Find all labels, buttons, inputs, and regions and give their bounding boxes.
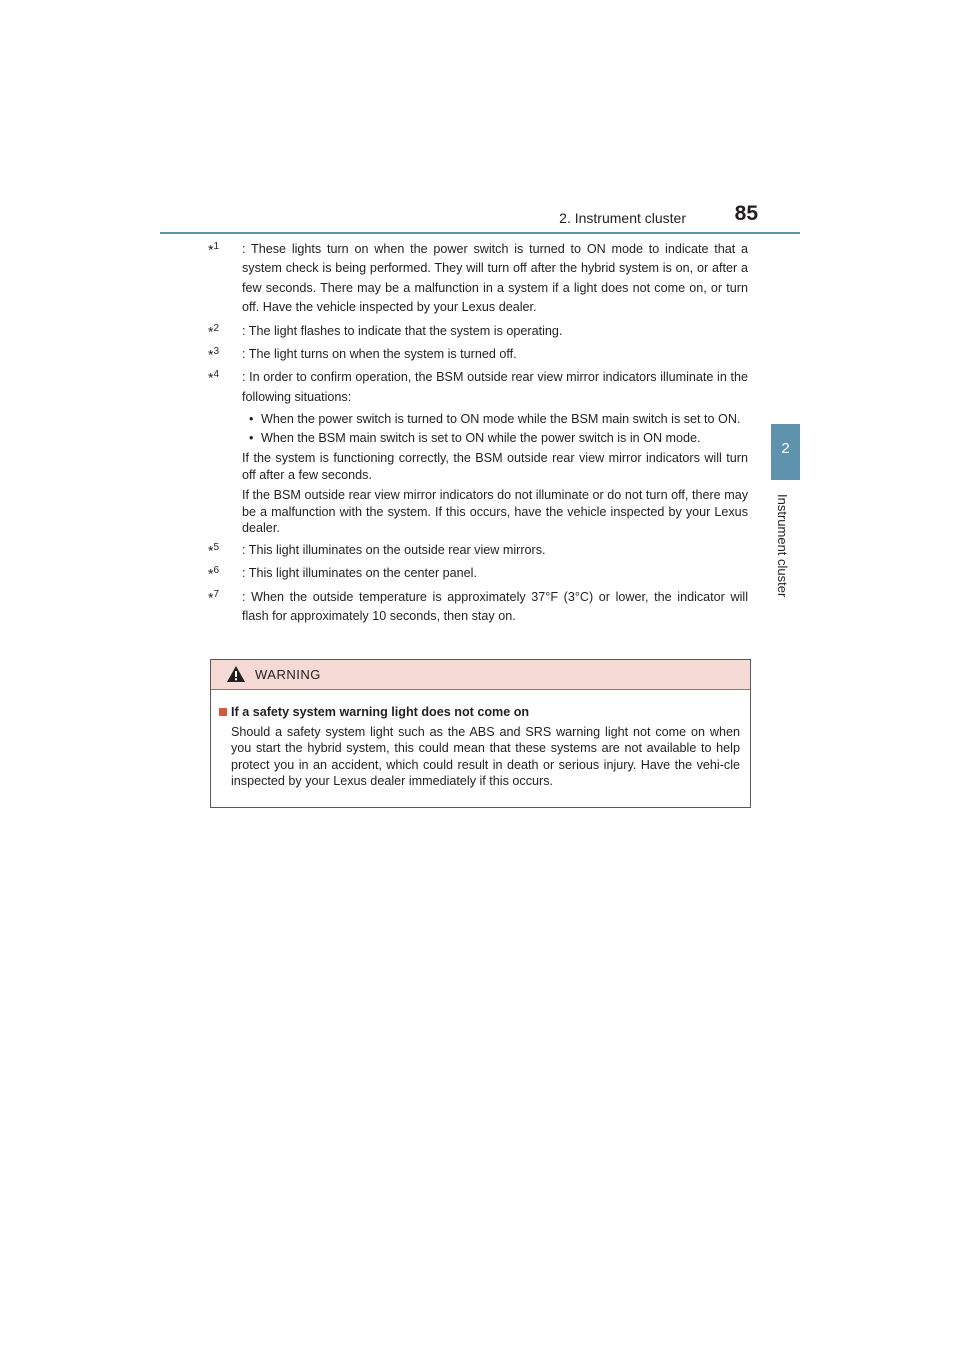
footnote-text: : In order to confirm operation, the BSM outside rear view mirror indicators illuminate in the following situations: (242, 370, 748, 404)
footnote-text: : These lights turn on when the power switch is turned to ON mode to indicate that a system check is being performed. They will turn off after the hybrid system is on, or after a few seconds. There may be a malfunction in a system if a light does not come on, or turn off. Have the vehicle inspected by your Lexus dealer. (242, 242, 748, 315)
footnote-4 (208, 368, 748, 536)
bullet-list (242, 411, 748, 446)
footnote-2 (208, 322, 748, 341)
footnote-marker: *$^4$ (208, 369, 220, 387)
footnote-text: : This light illuminates on the center panel. (242, 566, 477, 581)
footnote-paragraph: If the BSM outside rear view mirror indicators do not illuminate or do not turn off, there may be a malfunction with the system. If this occurs, have the vehicle inspected by your Lexus dealer. (242, 488, 748, 536)
chapter-label: Instrument cluster (775, 494, 790, 598)
footnote-marker: *$^3$ (208, 346, 220, 363)
footnote-marker: *$^6$ (208, 565, 220, 582)
footnote-text: : When the outside temperature is approximately 37°F (3°C) or lower, the indicator will flash for approximately 10 seconds, then stay on. (242, 589, 748, 623)
square-bullet-icon (219, 708, 227, 716)
warning-body (211, 690, 750, 789)
list-item: • When the power switch is turned to ON mode while the BSM main switch is set to ON. (242, 411, 748, 427)
footnote-5 (208, 541, 748, 560)
warning-title: WARNING (255, 667, 321, 682)
list-item: • When the BSM main switch is set to ON while the power switch is in ON mode. (242, 430, 748, 446)
warning-header (211, 660, 750, 690)
footnote-marker: *$^2$ (208, 322, 220, 340)
page-number: 85 (734, 202, 758, 225)
page-header (160, 200, 800, 234)
warning-triangle-icon (227, 666, 245, 682)
footnote-1 (208, 240, 748, 318)
header-rule (160, 232, 800, 234)
warning-text: Should a safety system light such as the ABS and SRS warning light not come on when you start the hybrid system, this could mean that these systems are not available to help protect you in an accident, which could result in death or serious injury. Have the vehi-cle inspected by your Lexus dealer immediately if this occurs. (231, 725, 740, 788)
chapter-number: 2 (781, 440, 790, 457)
footnote-marker: *$^5$ (208, 541, 220, 559)
footnote-text: : This light illuminates on the outside rear view mirrors. (242, 542, 546, 557)
footnote-6 (208, 564, 748, 583)
footnote-7 (208, 588, 748, 627)
footnotes (208, 240, 748, 630)
footnote-3 (208, 345, 748, 364)
section-title: 2. Instrument cluster (559, 210, 686, 226)
chapter-tab (771, 424, 800, 480)
footnote-marker: *$^7$ (208, 588, 220, 606)
footnote-paragraph: If the system is functioning correctly, the BSM outside rear view mirror indicators will turn off after a few seconds. (242, 451, 748, 482)
warning-box (210, 659, 751, 808)
footnote-text: : The light flashes to indicate that the system is operating. (242, 323, 563, 338)
footnote-marker: *$^1$ (208, 241, 220, 258)
warning-subheading: If a safety system warning light does not come on (219, 705, 740, 719)
footnote-text: : The light turns on when the system is turned off. (242, 347, 517, 362)
